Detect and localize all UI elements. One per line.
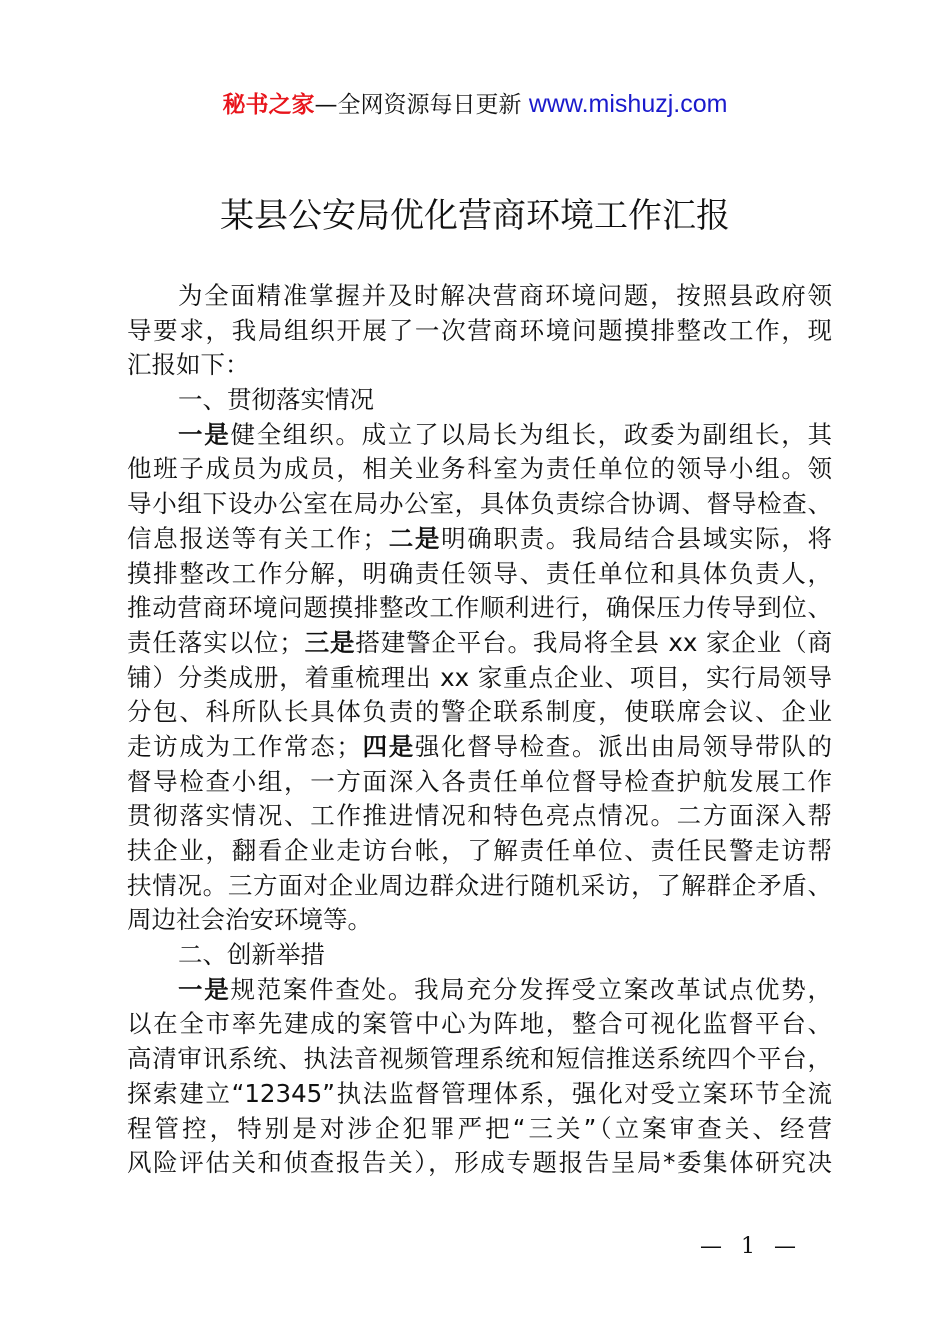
line-text: 推动营商环境问题摸排整改工作顺利进行，确保压力传导到位、 [127, 593, 832, 623]
text-line [127, 1112, 832, 1147]
line-text: 铺）分类成册，着重梳理出 xx 家重点企业、项目，实行局领导 [127, 662, 832, 692]
header-slogan: —全网资源每日更新 [314, 92, 529, 118]
text-line [127, 1077, 832, 1112]
line-text: 摸排整改工作分解，明确责任领导、责任单位和具体负责人， [127, 558, 832, 588]
text-line [127, 869, 832, 904]
text-line [127, 383, 832, 418]
bold-lead-text: 二是 [387, 523, 442, 553]
text-line [127, 557, 832, 592]
line-text: 责任落实以位； [127, 627, 304, 657]
line-text: 一、贯彻落实情况 [178, 385, 374, 415]
line-text: 强化督导检查。派出由局领导带队的 [414, 731, 833, 761]
line-text: 分包、科所队长具体负责的警企联系制度，使联席会议、企业 [127, 697, 832, 727]
line-text: 为全面精准掌握并及时解决营商环境问题，按照县政府领 [178, 281, 832, 310]
bold-lead-text: 一是 [178, 419, 231, 449]
text-line [127, 1146, 832, 1181]
line-text: 高清审讯系统、执法音视频管理系统和短信推送系统四个平台， [127, 1044, 832, 1074]
line-text: 规范案件查处。我局充分发挥受立案改革试点优势， [230, 974, 833, 1004]
text-line [127, 1007, 832, 1042]
text-line [127, 487, 832, 522]
line-text: 导要求，我局组织开展了一次营商环境问题摸排整改工作，现 [127, 315, 832, 345]
line-text: 搭建警企平台。我局将全县 xx 家企业（商 [355, 627, 833, 657]
text-line [127, 348, 832, 383]
line-text: 以在全市率先建成的案管中心为阵地，整合可视化监督平台、 [127, 1009, 832, 1039]
line-text: 信息报送等有关工作； [127, 523, 388, 553]
text-line [127, 591, 832, 626]
line-text: 扶情况。三方面对企业周边群众进行随机采访，了解群企矛盾、 [127, 870, 832, 900]
site-header [0, 86, 950, 119]
text-line [127, 903, 832, 938]
line-text: 督导检查小组，一方面深入各责任单位督导检查护航发展工作 [127, 766, 832, 796]
text-line [127, 973, 832, 1008]
text-line [127, 834, 832, 869]
line-text: 贯彻落实情况、工作推进情况和特色亮点情况。二方面深入帮 [127, 801, 832, 831]
text-line [127, 661, 832, 696]
text-line [127, 522, 832, 557]
text-line [127, 938, 832, 973]
line-text: 走访成为工作常态； [127, 731, 361, 761]
line-text: 健全组织。成立了以局长为组长，政委为副组长，其 [230, 419, 833, 449]
line-text: 程管控，特别是对涉企犯罪严把“三关”（立案审查关、经营 [127, 1113, 832, 1143]
line-text: 汇报如下： [127, 350, 250, 380]
text-line [127, 452, 832, 487]
line-text: 二、创新举措 [178, 940, 325, 970]
bold-lead-text: 一是 [178, 974, 231, 1004]
text-line [127, 765, 832, 800]
bold-lead-text: 四是 [360, 731, 415, 761]
text-line [127, 314, 832, 349]
text-line [127, 279, 832, 314]
line-text: 探索建立“12345”执法监督管理体系，强化对受立案环节全流 [127, 1078, 832, 1108]
line-text: 扶企业，翻看企业走访台帐，了解责任单位、责任民警走访帮 [127, 836, 832, 865]
text-line [127, 626, 832, 661]
line-text: 他班子成员为成员，相关业务科室为责任单位的领导小组。领 [127, 454, 832, 484]
text-line [127, 418, 832, 453]
brand-name: 秘书之家 [222, 92, 315, 118]
text-line [127, 730, 832, 765]
text-line [127, 1042, 832, 1077]
line-text: 风险评估关和侦查报告关），形成专题报告呈局*委集体研究决 [127, 1148, 832, 1178]
text-line [127, 695, 832, 730]
line-text: 导小组下设办公室在局办公室，具体负责综合协调、督导检查、 [127, 489, 832, 519]
site-url-link[interactable]: www.mishuzj.com [528, 90, 728, 118]
document-title: 某县公安局优化营商环境工作汇报 [220, 196, 730, 236]
document-body [127, 279, 832, 1181]
line-text: 周边社会治安环境等。 [127, 905, 372, 935]
text-line [127, 799, 832, 834]
bold-lead-text: 三是 [303, 627, 356, 657]
page-number: — 1 — [700, 1234, 802, 1259]
line-text: 明确职责。我局结合县域实际，将 [441, 523, 833, 553]
